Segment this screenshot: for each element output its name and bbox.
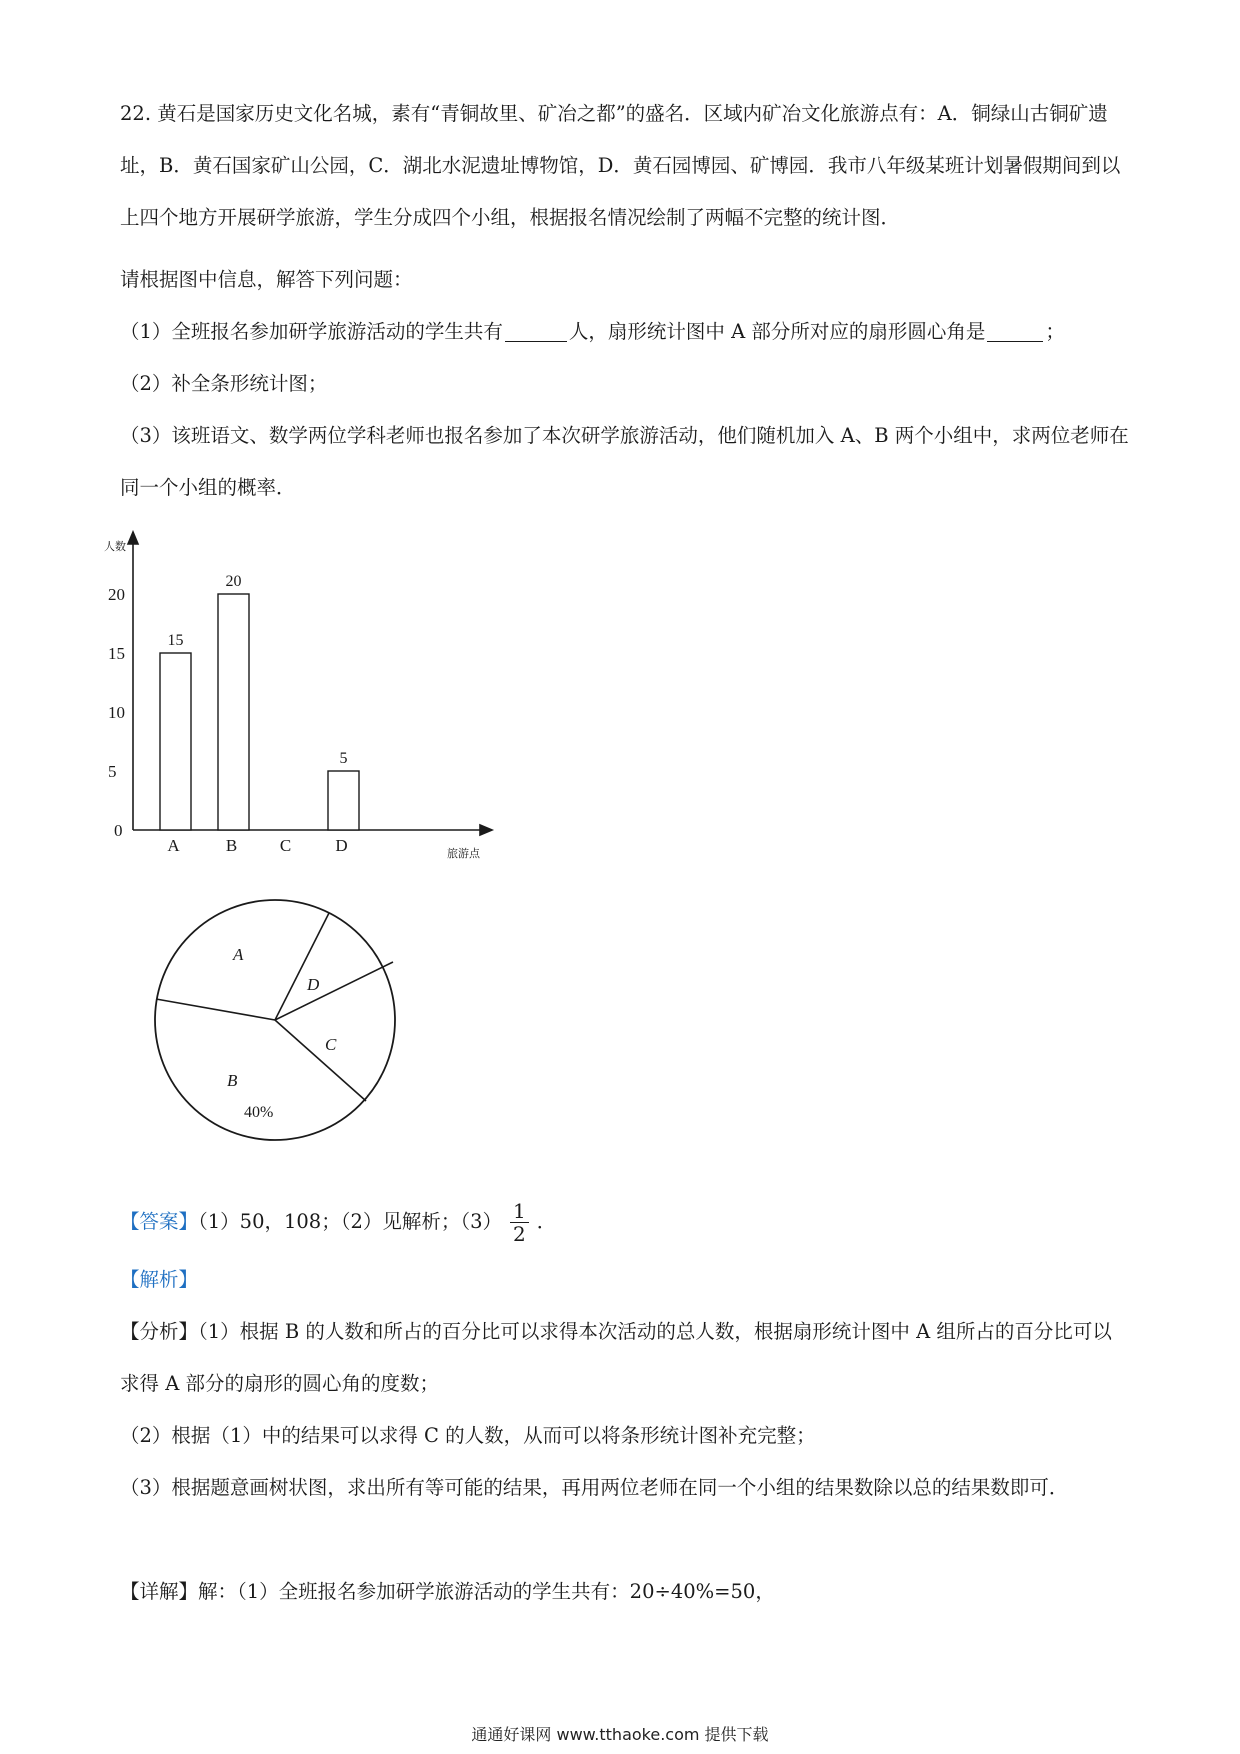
y-tick-label: 5 xyxy=(108,762,117,781)
pie-label-c: C xyxy=(325,1035,337,1054)
question-intro xyxy=(120,88,1130,244)
q1-text-a: （1）全班报名参加研学旅游活动的学生共有 xyxy=(120,320,503,343)
bar-chart xyxy=(100,530,500,870)
pie-label-a: A xyxy=(233,945,244,964)
fenxi-tag: 【分析】 xyxy=(120,1320,199,1343)
x-tick-label-c: C xyxy=(279,836,292,855)
analysis-part-3: （3）根据题意画树状图，求出所有等可能的结果，再用两位老师在同一个小组的结果数除以总的结果数即可． xyxy=(120,1476,1069,1499)
y-axis-arrow xyxy=(128,532,138,544)
pie-percent-b: 40% xyxy=(244,1104,274,1121)
pie-label-d: D xyxy=(307,975,320,994)
fraction-denominator: 2 xyxy=(513,1222,526,1246)
analysis-part-2: （2）根据（1）中的结果可以求得 C 的人数，从而可以将条形统计图补充完整； xyxy=(120,1424,816,1447)
fraction-numerator: 1 xyxy=(510,1200,529,1223)
x-axis-arrow xyxy=(480,825,492,835)
detail-1-text: 解：（1）全班报名参加研学旅游活动的学生共有：20÷40%=50， xyxy=(198,1580,775,1603)
bar-d xyxy=(328,771,359,830)
y-tick-label: 20 xyxy=(108,585,125,604)
answer-fraction xyxy=(510,1200,529,1245)
question-number: 22. xyxy=(120,102,152,125)
x-tick-label-a: A xyxy=(167,836,180,855)
bars xyxy=(160,573,359,830)
analysis-tag: 【解析】 xyxy=(120,1268,199,1291)
y-tick-label: 15 xyxy=(108,644,125,663)
bar-a xyxy=(160,653,191,830)
answer-text: （1）50，108；（2）见解析；（3） xyxy=(198,1210,503,1233)
answer-line xyxy=(120,1196,1130,1248)
x-axis-label: 旅游点 xyxy=(447,848,480,860)
x-tick-labels xyxy=(167,836,347,855)
question-part-3: （3）该班语文、数学两位学科老师也报名参加了本次研学旅游活动，他们随机加入 A、B 两个小组中，求两位老师在同一个小组的概率． xyxy=(120,424,1129,499)
y-tick-label: 0 xyxy=(114,821,123,840)
answer-blank-2 xyxy=(987,315,1043,342)
q1-text-b: 人，扇形统计图中 A 部分所对应的扇形圆心角是 xyxy=(568,320,986,343)
y-axis-label: 人数 xyxy=(104,541,126,553)
bar-b xyxy=(218,594,249,830)
analysis-heading xyxy=(120,1254,1130,1306)
detail-tag: 【详解】 xyxy=(120,1580,199,1603)
answer-tag: 【答案】 xyxy=(120,1210,199,1233)
x-tick-label-b: B xyxy=(225,836,238,855)
analysis-part-1 xyxy=(120,1306,1130,1410)
question-intro-text: 黄石是国家历史文化名城，素有“青铜故里、矿冶之都”的盛名．区域内矿冶文化旅游点有：A．铜绿山古铜矿遗址，B．黄石国家矿山公园，C．湖北水泥遗址博物馆，D．黄石园博园、矿博园．我市八年级某班计划暑假期间到以上四个地方开展研学旅游，学生分成四个小组，根据报名情况绘制了两幅不完整的统计图． xyxy=(120,102,1121,229)
page-footer: 通通好课网 www.tthaoke.com 提供下载 xyxy=(471,1725,769,1744)
pie-chart xyxy=(135,880,415,1160)
bar-value-label-b: 20 xyxy=(225,573,242,590)
question-part-1 xyxy=(120,306,1130,358)
x-tick-label-d: D xyxy=(335,836,348,855)
bar-value-label-a: 15 xyxy=(167,632,184,649)
answer-blank-1 xyxy=(505,315,567,342)
q1-text-c: ； xyxy=(1045,320,1065,343)
pie-label-b: B xyxy=(227,1071,238,1090)
question-part-2: （2）补全条形统计图； xyxy=(120,372,328,395)
fenxi-1-text: （1）根据 B 的人数和所占的百分比可以求得本次活动的总人数，根据扇形统计图中 A 组所占的百分比可以求得 A 部分的扇形的圆心角的度数； xyxy=(120,1320,1112,1395)
y-tick-label: 10 xyxy=(108,703,125,722)
detail-line xyxy=(120,1566,1130,1618)
question-prompt: 请根据图中信息，解答下列问题： xyxy=(120,268,413,291)
y-tick-labels xyxy=(108,585,125,840)
answer-end: ． xyxy=(536,1210,557,1233)
bar-value-label-d: 5 xyxy=(339,750,348,767)
